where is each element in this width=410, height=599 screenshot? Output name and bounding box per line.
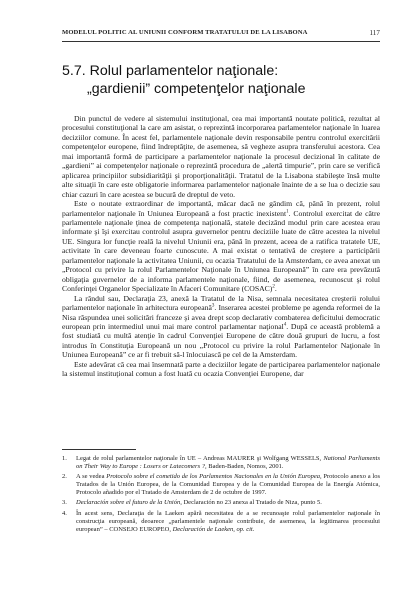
- paragraph-3-text-b: . Inserarea acestei probleme pe agenda reformei de la Nisa răspundea unei solicitări franceze şi avea drept scop declarativ combaterea deficitului democratic european prin intermediul unui mai mare control parlamentar naţional: [62, 303, 380, 331]
- footnote-text-plain: , Baden-Baden, Nomos, 2001.: [204, 463, 284, 471]
- footnote-text-plain: A se vedea: [76, 473, 107, 481]
- footnote-number: 3.: [62, 499, 67, 507]
- footnote-text-plain: Legat de rolul parlamentelor naţionale în UE – Andreas MAURER şi Wolfgang WESSELS,: [76, 455, 324, 462]
- footnote-ref-2[interactable]: 2: [272, 284, 275, 290]
- section-number: 5.7.: [62, 63, 86, 79]
- section-title-line1: Rolul parlamentelor naţionale:: [89, 63, 279, 79]
- footnote-text: [76, 510, 380, 534]
- footnote-text: [76, 473, 380, 497]
- footnote-text-plain: Protocolo anexo a los Tratados de la Unión Europea, de la Comunidad Europea y de la Comunidad Europea de la Energía Atómica, Protocolo añadido por el Tratado de Amsterdam de 2 de octubre de 1997.: [76, 473, 380, 497]
- footnote-2: [62, 473, 380, 497]
- footnote-rule: [62, 449, 136, 450]
- body-text: [62, 114, 380, 379]
- footnote-text-plain: În acest sens, Declaraţia de la Laeken apără necesitatea de a se recunoaşte rolul parlamentelor naţionale în construcţia europeană, deoarece „parlamentele naţionale contribuie, de asemenea, la legitimarea procesului european” – CONSEJO EUROPEO,: [76, 509, 380, 533]
- paragraph-2-text-a: Este o noutate extraordinar de importantă, măcar dacă ne gândim că, până în prezent, rolul parlamentelor naţionale în Uniunea Europeană a fost practic inexistent: [62, 199, 380, 218]
- paragraph-2-text-c: .: [274, 284, 277, 294]
- paragraph-2: [62, 199, 380, 294]
- running-head-title: MODELUL POLITIC AL UNIUNII CONFORM TRATATULUI DE LA LISABONA: [62, 29, 308, 36]
- footnote-text: [76, 455, 380, 471]
- footnote-text-italic: National Parliaments on Their Way to Europe : Losers or Latecomers ?: [76, 455, 380, 471]
- footnote-ref-1[interactable]: 1: [286, 208, 289, 214]
- footnote-text-italic: Protocolo sobre el cometido de los Parlamentos Nacionales en la Unión Europea,: [106, 473, 322, 481]
- paragraph-3-text-a: La rândul sau, Declaraţia 23, anexă la Tratatul de la Nisa, semnala necesitatea creşterii rolului parlamentelor naţionale în arhitectura europeană: [62, 293, 380, 313]
- footnote-number: 2.: [62, 473, 67, 481]
- footnotes: [62, 455, 380, 536]
- section-title-line2: „gardienii” competenţelor naţionale: [87, 81, 306, 97]
- paragraph-4: Este adevărat că cea mai însemnată parte a deciziilor legate de participarea parlamentelor naţionale la sistemul instituţional comun a fost luată cu ocazia Convenţiei Europene, dar: [62, 359, 380, 379]
- footnote-number: 1.: [62, 455, 67, 462]
- footnote-text-plain: Declaración no 23 anexa al Tratado de Niza, punto 5.: [181, 499, 322, 507]
- page-number: 117: [369, 29, 380, 37]
- footnote-text-italic: Declaración sobre el futuro de la Unión,: [76, 499, 182, 507]
- section-heading: [62, 62, 380, 98]
- header-rule: [62, 41, 380, 42]
- footnote-text: [76, 499, 380, 507]
- footnote-ref-4[interactable]: 4: [283, 322, 287, 328]
- paragraph-2-text-b: . Controlul exercitat de către parlamentele naţionale ţinea de competenţa naţională, statele decizând modul prin care acestea erau informate şi îşi exercitau controlul asupra guvernelor pentru deciziile luate de către acestea la nivelul UE. Singura lor funcţie reală la nivelul Uniunii era, până în prezent, aceea de a ratifica tratatele UE, activitate în care deveneau foarte cunoscute. A mai existat o tentativă de creştere a participării parlamentelor naţionale la activitatea Uniunii, cu ocazia Tratatului de la Amsterdam, ce avea anexat un „Protocol cu privire la rolul Parlamentelor Naţionale în Uniunea Europeană” în care era prevăzută obligaţia guvernelor de a informa parlamentele naţionale, fiind, de asemenea, recunoscut şi rolul Conferinţei Organelor Specializate în Afaceri Comunitare (COSAC): [62, 208, 380, 294]
- footnote-4: [62, 510, 380, 534]
- footnote-1: [62, 455, 380, 471]
- footnote-number: 4.: [62, 509, 67, 517]
- footnote-text-italic: Declaración de Laeken, op. cit.: [172, 525, 255, 533]
- footnote-3: [62, 499, 380, 507]
- paragraph-3-text-c: . După ce această problemă a fost studiată cu multă atenţie în cadrul Convenţiei Europene de către două grupuri de lucru, a fost introdus în Constituţia Europeană un nou „Protocol cu privire la rolul Parlamentelor Naţionale în Uniunea Europeană” ce ar fi trebuit să-l înlocuiască pe cel de la Amsterdam.: [62, 321, 380, 360]
- paragraph-3: [62, 294, 380, 360]
- footnote-ref-3[interactable]: 3: [211, 303, 215, 309]
- paragraph-1: Din punctul de vedere al sistemului instituţional, cea mai importantă noutate politică, rezultat al procesului constituţional la care am asistat, o reprezintă incorporarea parlamentelor naţionale în luarea deciziilor comune. În acest fel, parlamentele naţionale devin responsabile pentru controlul exercitării competenţelor europene, fiind îndreptăţite, de asemenea, să vegheze asupra transferului acestora. Cea mai importantă formă de participare a parlamentelor naţionale la procesul decizional în calitate de „gardieni” ai competenţelor naţionale o reprezintă procedura de „alertă timpurie”, prin care se verifică aplicarea principiilor subsidiarităţii şi proporţionalităţii. Tratatul de la Lisabona stabileşte însă multe alte situaţii în care este obligatorie informarea parlamentelor naţionale înainte de a se lua o decizie sau chiar cazuri în care acestea se bucură de dreptul de veto.: [62, 114, 380, 199]
